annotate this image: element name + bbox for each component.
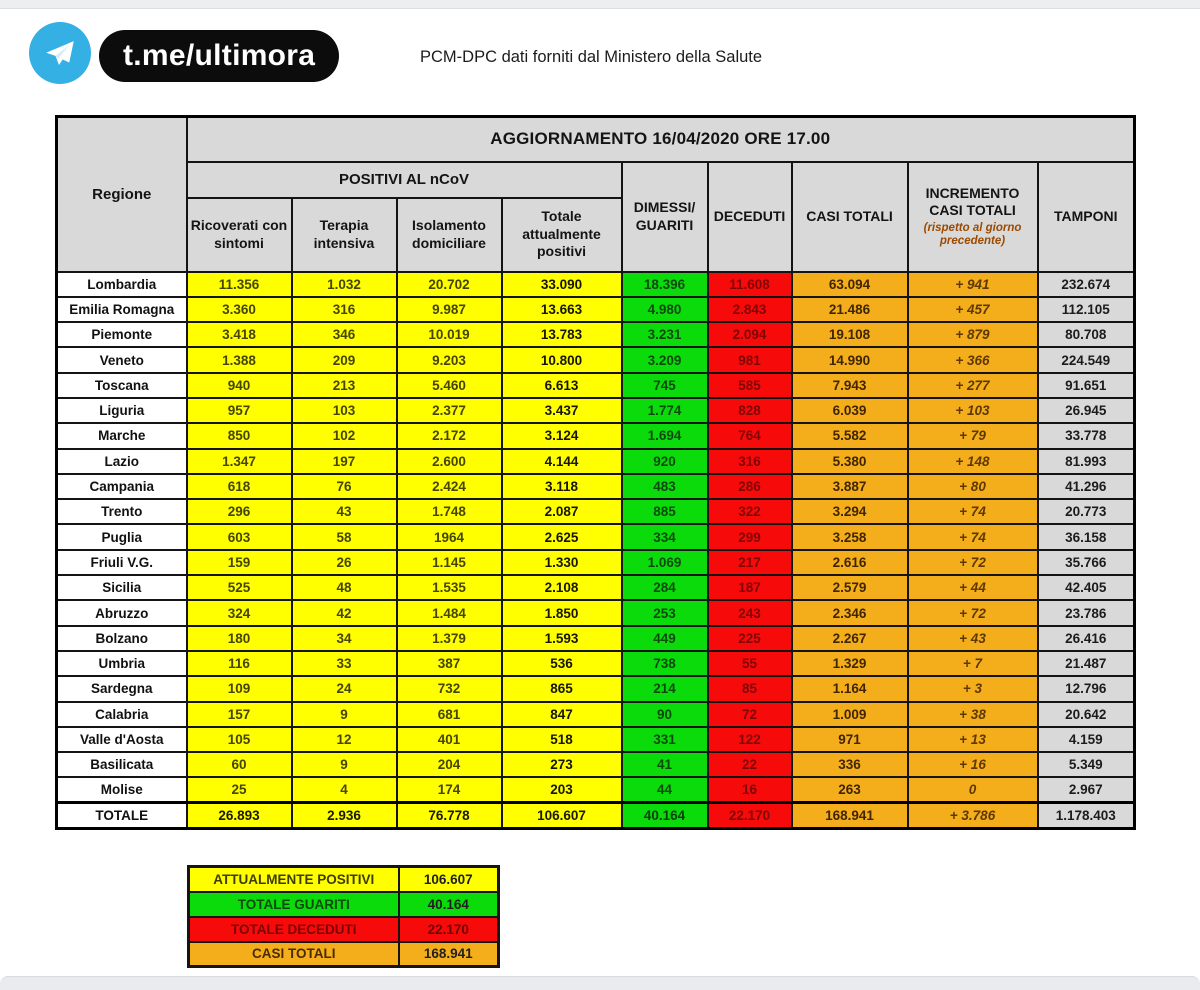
cell-totale-attualmente-positivi: 203 <box>502 777 622 802</box>
cell-tamponi: 2.967 <box>1038 777 1135 802</box>
cell-terapia-intensiva: 197 <box>292 449 397 474</box>
cell-isolamento-domiciliare: 5.460 <box>397 373 502 398</box>
cell-casi-totali: 1.164 <box>792 676 908 701</box>
cell-dimessi-guariti: 4.980 <box>622 297 708 322</box>
cell-casi-totali: 3.258 <box>792 524 908 549</box>
cell-deceduti: 187 <box>708 575 792 600</box>
region-name: Bolzano <box>57 626 187 651</box>
cell-tamponi: 20.773 <box>1038 499 1135 524</box>
legend-label: TOTALE DECEDUTI <box>189 917 399 942</box>
cell-dimessi-guariti: 1.069 <box>622 550 708 575</box>
cell-isolamento-domiciliare: 20.702 <box>397 272 502 297</box>
region-name: Veneto <box>57 347 187 372</box>
region-row <box>57 575 1135 600</box>
cell-tamponi: 20.642 <box>1038 702 1135 727</box>
cell-incremento-casi-totali: + 457 <box>908 297 1038 322</box>
channel-pill <box>99 30 339 82</box>
cell-dimessi-guariti: 3.231 <box>622 322 708 347</box>
region-name: Puglia <box>57 524 187 549</box>
region-row <box>57 752 1135 777</box>
paper-plane-icon <box>40 33 80 73</box>
region-row <box>57 727 1135 752</box>
column-header-totale-positivi: Totale attualmente positivi <box>502 198 622 272</box>
cell-isolamento-domiciliare: 10.019 <box>397 322 502 347</box>
cell-casi-totali: 3.887 <box>792 474 908 499</box>
table-title: AGGIORNAMENTO 16/04/2020 ORE 17.00 <box>187 117 1135 162</box>
cell-dimessi-guariti: 331 <box>622 727 708 752</box>
cell-ricoverati-con-sintomi: 26.893 <box>187 803 292 828</box>
cell-isolamento-domiciliare: 9.987 <box>397 297 502 322</box>
cell-dimessi-guariti: 885 <box>622 499 708 524</box>
region-row <box>57 449 1135 474</box>
cell-dimessi-guariti: 1.694 <box>622 423 708 448</box>
cell-casi-totali: 3.294 <box>792 499 908 524</box>
cell-totale-attualmente-positivi: 6.613 <box>502 373 622 398</box>
cell-tamponi: 4.159 <box>1038 727 1135 752</box>
cell-dimessi-guariti: 920 <box>622 449 708 474</box>
cell-incremento-casi-totali: + 74 <box>908 499 1038 524</box>
cell-incremento-casi-totali: + 72 <box>908 550 1038 575</box>
cell-ricoverati-con-sintomi: 11.356 <box>187 272 292 297</box>
cell-deceduti: 585 <box>708 373 792 398</box>
cell-totale-attualmente-positivi: 13.783 <box>502 322 622 347</box>
cell-dimessi-guariti: 18.396 <box>622 272 708 297</box>
cell-deceduti: 16 <box>708 777 792 802</box>
legend-row <box>189 917 499 942</box>
cell-incremento-casi-totali: + 277 <box>908 373 1038 398</box>
region-row <box>57 524 1135 549</box>
legend-row <box>189 867 499 892</box>
region-row <box>57 702 1135 727</box>
region-name: TOTALE <box>57 803 187 828</box>
region-row <box>57 626 1135 651</box>
region-name: Marche <box>57 423 187 448</box>
cell-incremento-casi-totali: + 941 <box>908 272 1038 297</box>
cell-terapia-intensiva: 33 <box>292 651 397 676</box>
cell-isolamento-domiciliare: 1964 <box>397 524 502 549</box>
cell-tamponi: 41.296 <box>1038 474 1135 499</box>
cell-tamponi: 23.786 <box>1038 600 1135 625</box>
cell-ricoverati-con-sintomi: 180 <box>187 626 292 651</box>
cell-deceduti: 243 <box>708 600 792 625</box>
cell-totale-attualmente-positivi: 33.090 <box>502 272 622 297</box>
cell-casi-totali: 263 <box>792 777 908 802</box>
region-name: Sicilia <box>57 575 187 600</box>
column-header-terapia: Terapia intensiva <box>292 198 397 272</box>
cell-casi-totali: 971 <box>792 727 908 752</box>
legend-label: ATTUALMENTE POSITIVI <box>189 867 399 892</box>
cell-incremento-casi-totali: + 3.786 <box>908 803 1038 828</box>
cell-totale-attualmente-positivi: 865 <box>502 676 622 701</box>
cell-isolamento-domiciliare: 76.778 <box>397 803 502 828</box>
column-header-incremento <box>908 162 1038 272</box>
cell-ricoverati-con-sintomi: 940 <box>187 373 292 398</box>
region-name: Umbria <box>57 651 187 676</box>
cell-incremento-casi-totali: + 879 <box>908 322 1038 347</box>
cell-ricoverati-con-sintomi: 109 <box>187 676 292 701</box>
cell-totale-attualmente-positivi: 1.593 <box>502 626 622 651</box>
cell-ricoverati-con-sintomi: 1.388 <box>187 347 292 372</box>
cell-tamponi: 81.993 <box>1038 449 1135 474</box>
cell-incremento-casi-totali: + 72 <box>908 600 1038 625</box>
cell-incremento-casi-totali: + 148 <box>908 449 1038 474</box>
cell-tamponi: 1.178.403 <box>1038 803 1135 828</box>
legend-value: 168.941 <box>399 942 499 967</box>
cell-casi-totali: 6.039 <box>792 398 908 423</box>
cell-casi-totali: 2.267 <box>792 626 908 651</box>
cell-totale-attualmente-positivi: 536 <box>502 651 622 676</box>
cell-totale-attualmente-positivi: 1.330 <box>502 550 622 575</box>
cell-terapia-intensiva: 12 <box>292 727 397 752</box>
cell-isolamento-domiciliare: 387 <box>397 651 502 676</box>
cell-terapia-intensiva: 34 <box>292 626 397 651</box>
cell-terapia-intensiva: 76 <box>292 474 397 499</box>
cell-deceduti: 85 <box>708 676 792 701</box>
cell-totale-attualmente-positivi: 2.108 <box>502 575 622 600</box>
cell-ricoverati-con-sintomi: 105 <box>187 727 292 752</box>
cell-ricoverati-con-sintomi: 603 <box>187 524 292 549</box>
cell-deceduti: 316 <box>708 449 792 474</box>
cell-incremento-casi-totali: + 3 <box>908 676 1038 701</box>
cell-isolamento-domiciliare: 681 <box>397 702 502 727</box>
cell-ricoverati-con-sintomi: 3.360 <box>187 297 292 322</box>
cell-dimessi-guariti: 334 <box>622 524 708 549</box>
cell-tamponi: 224.549 <box>1038 347 1135 372</box>
telegram-logo <box>29 22 91 84</box>
legend-rows <box>189 867 499 967</box>
cell-totale-attualmente-positivi: 1.850 <box>502 600 622 625</box>
cell-terapia-intensiva: 26 <box>292 550 397 575</box>
cell-dimessi-guariti: 90 <box>622 702 708 727</box>
cell-ricoverati-con-sintomi: 957 <box>187 398 292 423</box>
cell-terapia-intensiva: 4 <box>292 777 397 802</box>
cell-casi-totali: 19.108 <box>792 322 908 347</box>
cell-deceduti: 22.170 <box>708 803 792 828</box>
cell-tamponi: 232.674 <box>1038 272 1135 297</box>
cell-dimessi-guariti: 284 <box>622 575 708 600</box>
cell-isolamento-domiciliare: 174 <box>397 777 502 802</box>
cell-tamponi: 80.708 <box>1038 322 1135 347</box>
cell-incremento-casi-totali: + 103 <box>908 398 1038 423</box>
region-row <box>57 322 1135 347</box>
cell-totale-attualmente-positivi: 106.607 <box>502 803 622 828</box>
region-name: Lombardia <box>57 272 187 297</box>
column-header-tamponi: TAMPONI <box>1038 162 1135 272</box>
cell-dimessi-guariti: 449 <box>622 626 708 651</box>
cell-dimessi-guariti: 253 <box>622 600 708 625</box>
cell-isolamento-domiciliare: 2.600 <box>397 449 502 474</box>
cell-incremento-casi-totali: + 38 <box>908 702 1038 727</box>
cell-isolamento-domiciliare: 9.203 <box>397 347 502 372</box>
cell-terapia-intensiva: 43 <box>292 499 397 524</box>
region-name: Emilia Romagna <box>57 297 187 322</box>
region-name: Toscana <box>57 373 187 398</box>
cell-totale-attualmente-positivi: 13.663 <box>502 297 622 322</box>
cell-tamponi: 91.651 <box>1038 373 1135 398</box>
cell-incremento-casi-totali: + 13 <box>908 727 1038 752</box>
cell-ricoverati-con-sintomi: 159 <box>187 550 292 575</box>
cell-deceduti: 299 <box>708 524 792 549</box>
cell-casi-totali: 1.329 <box>792 651 908 676</box>
cell-terapia-intensiva: 9 <box>292 702 397 727</box>
cell-ricoverati-con-sintomi: 1.347 <box>187 449 292 474</box>
cell-incremento-casi-totali: + 44 <box>908 575 1038 600</box>
cell-tamponi: 26.945 <box>1038 398 1135 423</box>
cell-dimessi-guariti: 214 <box>622 676 708 701</box>
legend-label: TOTALE GUARITI <box>189 892 399 917</box>
region-row <box>57 550 1135 575</box>
region-row <box>57 777 1135 802</box>
cell-casi-totali: 2.346 <box>792 600 908 625</box>
column-header-ricoverati: Ricoverati con sintomi <box>187 198 292 272</box>
cell-terapia-intensiva: 209 <box>292 347 397 372</box>
cell-incremento-casi-totali: + 366 <box>908 347 1038 372</box>
cell-terapia-intensiva: 316 <box>292 297 397 322</box>
region-row <box>57 398 1135 423</box>
cell-terapia-intensiva: 1.032 <box>292 272 397 297</box>
column-group-positivi: POSITIVI AL nCoV <box>187 162 622 198</box>
column-header-deceduti: DECEDUTI <box>708 162 792 272</box>
cell-tamponi: 36.158 <box>1038 524 1135 549</box>
covid-table <box>55 115 1136 830</box>
cell-casi-totali: 21.486 <box>792 297 908 322</box>
cell-isolamento-domiciliare: 1.535 <box>397 575 502 600</box>
region-name: Liguria <box>57 398 187 423</box>
legend-row <box>189 892 499 917</box>
cell-totale-attualmente-positivi: 3.124 <box>502 423 622 448</box>
cell-tamponi: 33.778 <box>1038 423 1135 448</box>
cell-tamponi: 26.416 <box>1038 626 1135 651</box>
cell-terapia-intensiva: 2.936 <box>292 803 397 828</box>
cell-casi-totali: 5.380 <box>792 449 908 474</box>
cell-terapia-intensiva: 103 <box>292 398 397 423</box>
cell-incremento-casi-totali: + 7 <box>908 651 1038 676</box>
column-header-casi-totali: CASI TOTALI <box>792 162 908 272</box>
cell-dimessi-guariti: 3.209 <box>622 347 708 372</box>
bottom-strip <box>0 976 1200 990</box>
region-name: Molise <box>57 777 187 802</box>
cell-totale-attualmente-positivi: 2.087 <box>502 499 622 524</box>
column-header-dimessi-guariti: DIMESSI/ GUARITI <box>622 162 708 272</box>
cell-deceduti: 225 <box>708 626 792 651</box>
cell-casi-totali: 168.941 <box>792 803 908 828</box>
cell-casi-totali: 63.094 <box>792 272 908 297</box>
legend-value: 22.170 <box>399 917 499 942</box>
column-header-regione: Regione <box>57 117 187 272</box>
cell-terapia-intensiva: 58 <box>292 524 397 549</box>
region-name: Friuli V.G. <box>57 550 187 575</box>
cell-deceduti: 828 <box>708 398 792 423</box>
legend-row <box>189 942 499 967</box>
cell-casi-totali: 14.990 <box>792 347 908 372</box>
cell-deceduti: 322 <box>708 499 792 524</box>
cell-incremento-casi-totali: + 74 <box>908 524 1038 549</box>
cell-deceduti: 2.094 <box>708 322 792 347</box>
cell-totale-attualmente-positivi: 10.800 <box>502 347 622 372</box>
cell-ricoverati-con-sintomi: 324 <box>187 600 292 625</box>
cell-totale-attualmente-positivi: 273 <box>502 752 622 777</box>
cell-totale-attualmente-positivi: 518 <box>502 727 622 752</box>
cell-terapia-intensiva: 48 <box>292 575 397 600</box>
channel-name: t.me/ultimora <box>123 39 316 72</box>
cell-deceduti: 122 <box>708 727 792 752</box>
region-row <box>57 373 1135 398</box>
column-header-isolamento: Isolamento domiciliare <box>397 198 502 272</box>
cell-incremento-casi-totali: + 16 <box>908 752 1038 777</box>
cell-tamponi: 12.796 <box>1038 676 1135 701</box>
cell-terapia-intensiva: 24 <box>292 676 397 701</box>
cell-terapia-intensiva: 42 <box>292 600 397 625</box>
cell-dimessi-guariti: 738 <box>622 651 708 676</box>
cell-deceduti: 981 <box>708 347 792 372</box>
region-row <box>57 423 1135 448</box>
cell-dimessi-guariti: 745 <box>622 373 708 398</box>
region-name: Basilicata <box>57 752 187 777</box>
region-name: Sardegna <box>57 676 187 701</box>
region-row <box>57 272 1135 297</box>
region-row <box>57 499 1135 524</box>
region-name: Piemonte <box>57 322 187 347</box>
cell-ricoverati-con-sintomi: 525 <box>187 575 292 600</box>
cell-casi-totali: 2.579 <box>792 575 908 600</box>
top-strip <box>0 0 1200 9</box>
cell-deceduti: 764 <box>708 423 792 448</box>
incremento-title: INCREMENTO CASI TOTALI <box>925 184 1020 219</box>
cell-deceduti: 22 <box>708 752 792 777</box>
cell-isolamento-domiciliare: 2.424 <box>397 474 502 499</box>
cell-totale-attualmente-positivi: 3.118 <box>502 474 622 499</box>
cell-terapia-intensiva: 102 <box>292 423 397 448</box>
cell-isolamento-domiciliare: 1.145 <box>397 550 502 575</box>
cell-isolamento-domiciliare: 2.377 <box>397 398 502 423</box>
cell-casi-totali: 1.009 <box>792 702 908 727</box>
legend-label: CASI TOTALI <box>189 942 399 967</box>
cell-ricoverati-con-sintomi: 60 <box>187 752 292 777</box>
cell-deceduti: 217 <box>708 550 792 575</box>
cell-dimessi-guariti: 41 <box>622 752 708 777</box>
cell-isolamento-domiciliare: 1.748 <box>397 499 502 524</box>
cell-isolamento-domiciliare: 1.484 <box>397 600 502 625</box>
cell-ricoverati-con-sintomi: 3.418 <box>187 322 292 347</box>
region-name: Abruzzo <box>57 600 187 625</box>
region-row <box>57 297 1135 322</box>
cell-deceduti: 72 <box>708 702 792 727</box>
cell-isolamento-domiciliare: 204 <box>397 752 502 777</box>
cell-deceduti: 286 <box>708 474 792 499</box>
cell-isolamento-domiciliare: 732 <box>397 676 502 701</box>
cell-ricoverati-con-sintomi: 618 <box>187 474 292 499</box>
cell-totale-attualmente-positivi: 3.437 <box>502 398 622 423</box>
summary-legend <box>187 865 500 968</box>
cell-isolamento-domiciliare: 401 <box>397 727 502 752</box>
cell-totale-attualmente-positivi: 4.144 <box>502 449 622 474</box>
cell-ricoverati-con-sintomi: 296 <box>187 499 292 524</box>
region-row <box>57 651 1135 676</box>
cell-terapia-intensiva: 213 <box>292 373 397 398</box>
cell-terapia-intensiva: 9 <box>292 752 397 777</box>
cell-ricoverati-con-sintomi: 157 <box>187 702 292 727</box>
cell-terapia-intensiva: 346 <box>292 322 397 347</box>
region-name: Calabria <box>57 702 187 727</box>
cell-incremento-casi-totali: + 43 <box>908 626 1038 651</box>
cell-casi-totali: 7.943 <box>792 373 908 398</box>
total-row <box>57 803 1135 828</box>
legend-value: 40.164 <box>399 892 499 917</box>
cell-tamponi: 5.349 <box>1038 752 1135 777</box>
region-rows <box>57 272 1135 829</box>
region-name: Valle d'Aosta <box>57 727 187 752</box>
cell-incremento-casi-totali: + 79 <box>908 423 1038 448</box>
cell-tamponi: 21.487 <box>1038 651 1135 676</box>
cell-totale-attualmente-positivi: 847 <box>502 702 622 727</box>
cell-deceduti: 2.843 <box>708 297 792 322</box>
region-row <box>57 676 1135 701</box>
cell-isolamento-domiciliare: 1.379 <box>397 626 502 651</box>
cell-ricoverati-con-sintomi: 116 <box>187 651 292 676</box>
region-row <box>57 347 1135 372</box>
cell-dimessi-guariti: 44 <box>622 777 708 802</box>
region-name: Trento <box>57 499 187 524</box>
cell-deceduti: 11.608 <box>708 272 792 297</box>
region-row <box>57 474 1135 499</box>
cell-dimessi-guariti: 40.164 <box>622 803 708 828</box>
cell-totale-attualmente-positivi: 2.625 <box>502 524 622 549</box>
cell-casi-totali: 2.616 <box>792 550 908 575</box>
region-name: Lazio <box>57 449 187 474</box>
legend-value: 106.607 <box>399 867 499 892</box>
region-name: Campania <box>57 474 187 499</box>
cell-incremento-casi-totali: + 80 <box>908 474 1038 499</box>
cell-dimessi-guariti: 483 <box>622 474 708 499</box>
cell-ricoverati-con-sintomi: 25 <box>187 777 292 802</box>
cell-casi-totali: 336 <box>792 752 908 777</box>
incremento-note: (rispetto al giorno precedente) <box>923 221 1022 247</box>
cell-tamponi: 112.105 <box>1038 297 1135 322</box>
cell-isolamento-domiciliare: 2.172 <box>397 423 502 448</box>
cell-tamponi: 42.405 <box>1038 575 1135 600</box>
cell-tamponi: 35.766 <box>1038 550 1135 575</box>
cell-incremento-casi-totali: 0 <box>908 777 1038 802</box>
cell-casi-totali: 5.582 <box>792 423 908 448</box>
source-caption: PCM-DPC dati forniti dal Ministero della Salute <box>420 48 763 66</box>
cell-deceduti: 55 <box>708 651 792 676</box>
cell-ricoverati-con-sintomi: 850 <box>187 423 292 448</box>
cell-dimessi-guariti: 1.774 <box>622 398 708 423</box>
region-row <box>57 600 1135 625</box>
